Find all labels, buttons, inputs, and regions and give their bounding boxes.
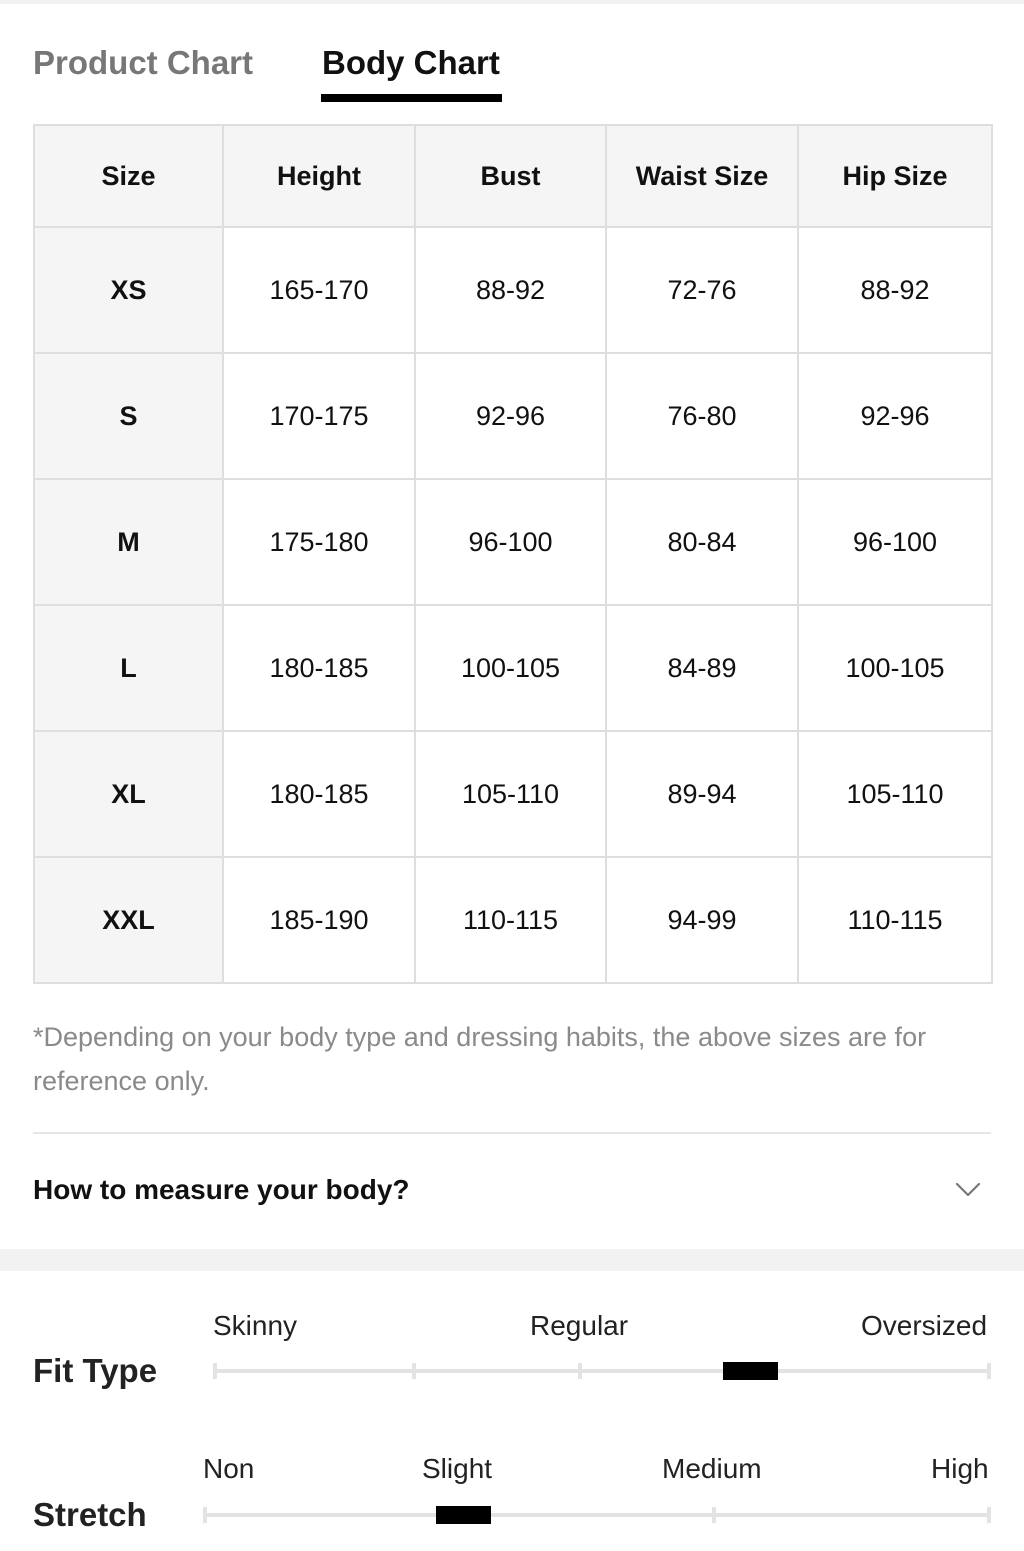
height-cell: 180-185 [223,605,415,731]
table-row [34,479,992,605]
fit-type-marker [723,1362,778,1380]
height-cell: 170-175 [223,353,415,479]
waist-cell: 80-84 [606,479,798,605]
height-cell: 175-180 [223,479,415,605]
column-header-bust: Bust [415,125,606,227]
reference-note: *Depending on your body type and dressing habits, the above sizes are for reference only. [33,1022,927,1096]
hip-cell: 105-110 [798,731,992,857]
how-to-measure-toggle[interactable] [33,1160,991,1226]
column-header-waist: Waist Size [606,125,798,227]
column-header-size: Size [34,125,223,227]
hip-cell: 96-100 [798,479,992,605]
size-cell: XS [34,227,223,353]
table-row [34,353,992,479]
hip-cell: 88-92 [798,227,992,353]
hip-cell: 92-96 [798,353,992,479]
fit-type-tick [987,1363,991,1379]
size-cell: S [34,353,223,479]
size-table [33,124,993,984]
hip-cell: 100-105 [798,605,992,731]
how-to-measure-label: How to measure your body? [33,1174,410,1205]
height-cell: 165-170 [223,227,415,353]
waist-cell: 76-80 [606,353,798,479]
stretch-scale-label: High [931,1453,989,1484]
tab-product-chart[interactable]: Product Chart [33,44,254,81]
fit-type-tick [578,1363,582,1379]
waist-cell: 84-89 [606,605,798,731]
stretch-label: Stretch [33,1496,147,1533]
fit-scale-label: Regular [530,1310,629,1341]
table-row [34,857,992,983]
table-row [34,731,992,857]
stretch-scale-label: Medium [662,1453,762,1484]
bust-cell: 96-100 [415,479,606,605]
stretch-marker [436,1506,491,1524]
table-header-row [34,125,992,227]
tab-body-chart[interactable]: Body Chart [322,44,500,81]
hip-cell: 110-115 [798,857,992,983]
size-cell: XXL [34,857,223,983]
fit-type-tick [412,1363,416,1379]
active-tab-indicator [321,94,502,102]
stretch-tick [987,1507,991,1523]
stretch-tick [203,1507,207,1523]
waist-cell: 94-99 [606,857,798,983]
size-cell: M [34,479,223,605]
fit-scale-label: Skinny [213,1310,298,1341]
stretch-scale-label: Slight [422,1453,493,1484]
size-cell: XL [34,731,223,857]
stretch-track [204,1513,991,1517]
waist-cell: 89-94 [606,731,798,857]
bust-cell: 105-110 [415,731,606,857]
fit-type-label: Fit Type [33,1352,158,1389]
section-separator-band [0,1249,1024,1271]
fit-type-track [214,1369,991,1373]
fit-type-tick [213,1363,217,1379]
waist-cell: 72-76 [606,227,798,353]
fit-scale-label: Oversized [861,1310,988,1341]
top-divider [0,0,1024,4]
height-cell: 180-185 [223,731,415,857]
table-row [34,227,992,353]
size-cell: L [34,605,223,731]
chevron-down-icon[interactable] [953,1174,983,1204]
stretch-tick [712,1507,716,1523]
height-cell: 185-190 [223,857,415,983]
bust-cell: 88-92 [415,227,606,353]
bust-cell: 100-105 [415,605,606,731]
column-header-hip: Hip Size [798,125,992,227]
table-row [34,605,992,731]
section-divider [33,1132,991,1134]
stretch-scale-label: Non [203,1453,255,1484]
bust-cell: 92-96 [415,353,606,479]
column-header-height: Height [223,125,415,227]
bust-cell: 110-115 [415,857,606,983]
